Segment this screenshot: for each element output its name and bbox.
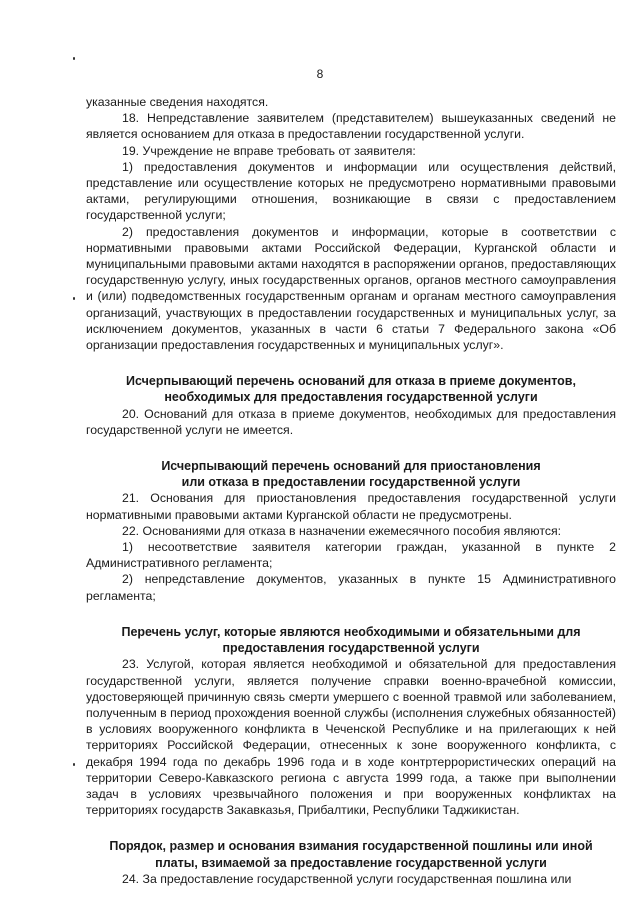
paragraph: 20. Оснований для отказа в приеме документов, необходимых для предоставления государственной услуги не имеется. <box>86 406 616 437</box>
heading-line: необходимых для предоставления государственной услуги <box>164 390 538 405</box>
section-heading <box>86 373 616 405</box>
paragraph: 21. Основания для приостановления предоставления государственной услуги нормативными правовыми актами Курганской области не предусмотрены. <box>86 491 616 522</box>
heading-line: предоставления государственной услуги <box>222 641 480 656</box>
paragraph: указанные сведения находятся. <box>86 95 269 109</box>
scan-speck <box>73 763 75 766</box>
paragraph: 2) непредставление документов, указанных в пункте 15 Административного регламента; <box>86 572 616 603</box>
paragraph: 1) предоставления документов и информации или осуществления действий, представление или осуществление которых не предусмотрено нормативными правовыми актами, регулирующими отношения, возникающие в связи с предоставлением государственной услуги; <box>86 159 616 223</box>
document-body <box>86 94 616 887</box>
paragraph: 24. За предоставление государственной услуги государственная пошлина или <box>122 871 572 886</box>
heading-line: или отказа в предоставлении государственной услуги <box>181 475 521 490</box>
paragraph: 22. Основаниями для отказа в назначении ежемесячного пособия являются: <box>122 523 562 538</box>
paragraph: 18. Непредставление заявителем (представителем) вышеуказанных сведений не является основанием для отказа в предоставлении государственной услуги. <box>86 111 616 142</box>
paragraph: 19. Учреждение не вправе требовать от заявителя: <box>122 143 416 158</box>
scan-speck <box>73 57 75 60</box>
paragraph: 2) предоставления документов и информации, которые в соответствии с нормативными правовыми актами Российской Федерации, Курганской области и муниципальными правовыми актами находятся в распоряжении органов, предоставляющих государственную услугу, иных государственных органов, органов местного самоуправления и (или) подведомственных государственным органам и органам местного самоуправления организаций, участвующих в предоставлении государственных и муниципальных услуг, за исключением документов, указанных в части 6 статьи 7 Федерального закона «Об организации предоставления государственных и муниципальных услуг». <box>86 224 616 353</box>
section-heading <box>86 624 616 656</box>
scan-speck <box>73 297 75 300</box>
paragraph: 1) несоответствие заявителя категории граждан, указанной в пункте 2 Административного регламента; <box>86 540 616 571</box>
page-number: 8 <box>316 67 324 81</box>
heading-line: Исчерпывающий перечень оснований для отказа в приеме документов, <box>126 374 576 389</box>
section-heading <box>86 458 616 490</box>
section-heading <box>86 838 616 870</box>
heading-line: Исчерпывающий перечень оснований для приостановления <box>161 459 541 474</box>
heading-line: Порядок, размер и основания взимания государственной пошлины или иной <box>109 839 593 854</box>
paragraph: 23. Услугой, которая является необходимой и обязательной для предоставления государственной услуги, является получение справки военно-врачебной комиссии, удостоверяющей причинную связь смерти умершего с военной травмой или заболеванием, полученным в период прохождения военной службы (исполнения служебных обязанностей) в условиях вооруженного конфликта в Чеченской Республике и на прилегающих к ней территориях Российской Федерации, отнесенных к зоне вооруженного конфликта, с декабря 1994 года по декабрь 1996 года и в ходе контртеррористических операций на территории Северо-Кавказского региона с августа 1999 года, а также при выполнении задач в условиях чрезвычайного положения и при вооруженных конфликтах на территориях государств Закавказья, Прибалтики, Республики Таджикистан. <box>86 657 616 818</box>
heading-line: Перечень услуг, которые являются необходимыми и обязательными для <box>121 624 581 639</box>
heading-line: платы, взимаемой за предоставление государственной услуги <box>155 855 547 870</box>
